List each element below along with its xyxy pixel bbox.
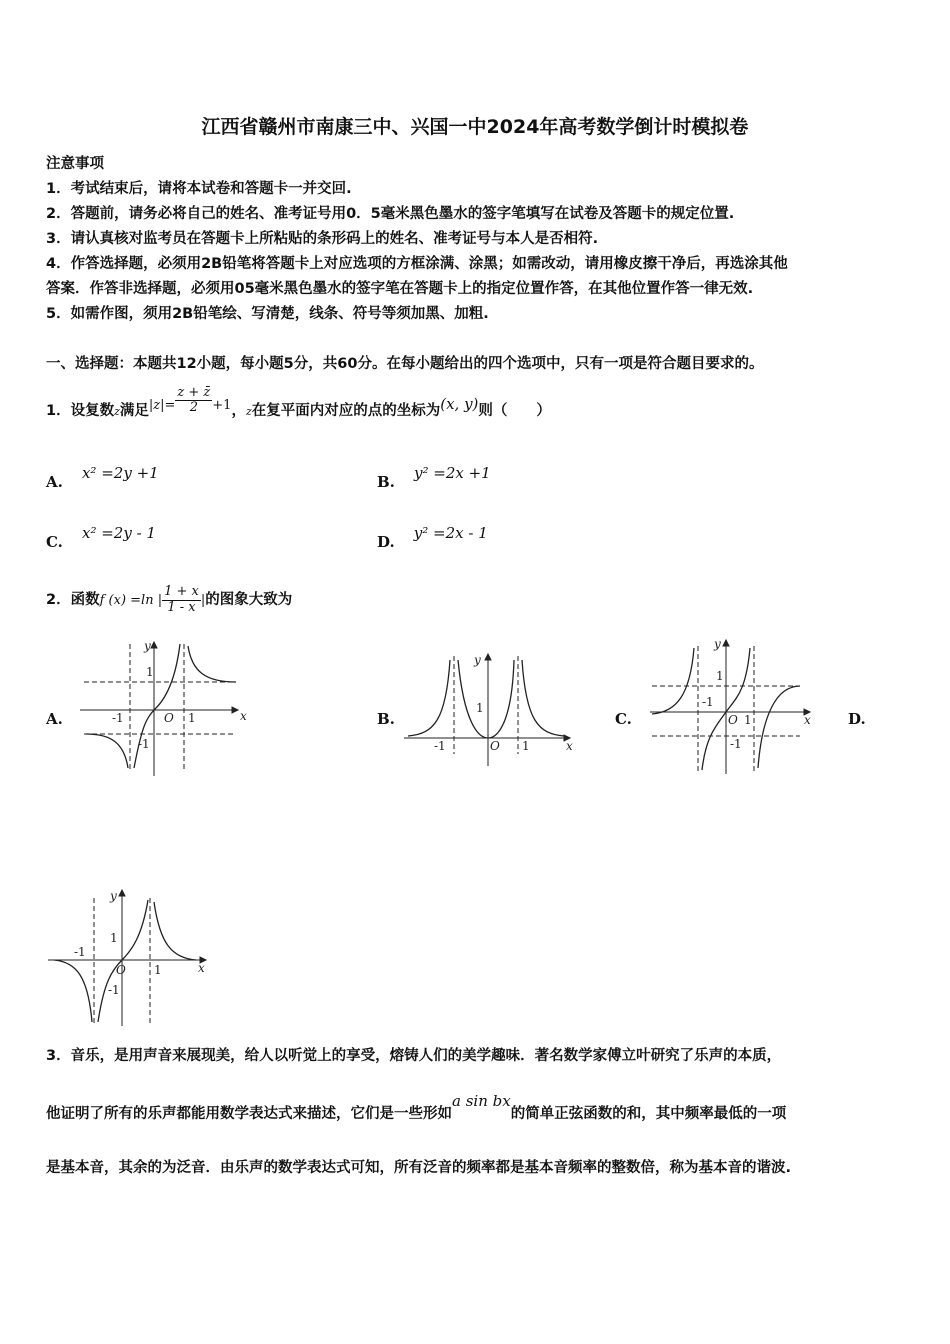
- label-o: O: [164, 711, 174, 725]
- label-1: 1: [744, 713, 752, 727]
- label-1: 1: [154, 963, 162, 977]
- q1-comma: ，: [231, 403, 246, 419]
- curve-middle: [458, 660, 514, 738]
- q1-option-b[interactable]: [377, 464, 491, 491]
- note-item: 1．考试结束后，请将本试卷和答题卡一并交回.: [46, 181, 352, 197]
- graph-b[interactable]: [404, 650, 584, 770]
- option-expr: x² =2y +1: [81, 464, 159, 482]
- q2-text-1: 2．函数: [46, 592, 100, 608]
- option-label: B.: [377, 473, 395, 491]
- q1-text-1: 1．设复数: [46, 403, 115, 419]
- label-1: 1: [522, 739, 530, 753]
- curve-middle: [98, 900, 148, 1022]
- question-2-stem: [46, 578, 292, 623]
- q3-line-2: [46, 1092, 787, 1129]
- q1-option-d[interactable]: [377, 524, 488, 551]
- label-neg1: -1: [112, 711, 124, 725]
- q1-plus: +1: [212, 398, 232, 413]
- q1-frac-den: 2: [189, 400, 198, 415]
- q3-text-a: 他证明了所有的乐声都能用数学表达式来描述，它们是一些形如: [46, 1106, 452, 1122]
- q1-frac-num: z + z̄: [177, 384, 211, 400]
- label-1: 1: [188, 711, 196, 725]
- curve-left: [54, 960, 92, 1022]
- note-item: 2．答题前，请务必将自己的姓名、准考证号用0．5毫米黑色墨水的签字笔填写在试卷及答题卡的规定位置.: [46, 206, 735, 222]
- label-y: y: [474, 653, 481, 667]
- q3-formula: a sin bx: [452, 1092, 511, 1110]
- q1-option-a[interactable]: [46, 464, 159, 491]
- label-neg1: -1: [434, 739, 446, 753]
- q2-option-b-label[interactable]: B.: [377, 710, 395, 728]
- x-arrow: [232, 707, 238, 713]
- graph-a[interactable]: [80, 636, 250, 776]
- label-neg1: -1: [74, 945, 86, 959]
- q1-z: z: [114, 405, 120, 418]
- label-x: x: [566, 739, 573, 753]
- curve-left: [86, 734, 128, 768]
- q2-bar: |: [200, 593, 206, 608]
- q1-eq: =: [164, 398, 176, 413]
- curve-right: [522, 660, 564, 736]
- y-arrow: [485, 654, 491, 660]
- page-title: 江西省赣州市南康三中、兴国一中2024年高考数学倒计时模拟卷: [201, 116, 749, 138]
- question-1-stem: [46, 382, 551, 434]
- y-arrow: [723, 640, 729, 646]
- q2-option-d-label[interactable]: D.: [848, 710, 866, 728]
- label-y: y: [144, 639, 151, 653]
- curve-left: [652, 648, 694, 714]
- label-o: O: [728, 713, 738, 727]
- graph-d[interactable]: [46, 886, 216, 1028]
- label-y: y: [714, 637, 721, 651]
- q3-line-3: 是基本音，其余的为泛音．由乐声的数学表达式可知，所有泛音的频率都是基本音频率的整数倍，称为基本音的谐波.: [46, 1160, 792, 1176]
- option-expr: y² =2x +1: [414, 464, 491, 482]
- label-x: x: [198, 961, 205, 975]
- label-o: O: [490, 739, 500, 753]
- q2-option-a-label[interactable]: A.: [46, 710, 63, 728]
- note-item: 3．请认真核对监考员在答题卡上所粘贴的条形码上的姓名、准考证号与本人是否相符.: [46, 231, 599, 247]
- q1-text-3: 在复平面内对应的点的坐标为: [251, 403, 441, 419]
- curve-left: [408, 660, 450, 736]
- label-x: x: [240, 709, 247, 723]
- q1-z2: z: [245, 405, 252, 418]
- note-item: 答案．作答非选择题，必须用05毫米黑色墨水的签字笔在答题卡上的指定位置作答，在其他位置作答一律无效.: [46, 281, 754, 297]
- q2-fraction: [162, 585, 201, 615]
- q3-text-b: 的简单正弦函数的和，其中频率最低的一项: [510, 1106, 787, 1122]
- label-neg1: -1: [730, 737, 742, 751]
- option-label: C.: [46, 533, 63, 551]
- notes-heading: 注意事项: [46, 156, 104, 172]
- option-expr: x² =2y - 1: [82, 524, 156, 542]
- label-o: O: [116, 963, 126, 977]
- y-arrow: [151, 642, 157, 648]
- label-x: x: [804, 713, 811, 727]
- section-heading: 一、选择题：本题共12小题，每小题5分，共60分。在每小题给出的四个选项中，只有一项是符合题目要求的。: [46, 356, 764, 372]
- q3-line-1: 3．音乐，是用声音来展现美，给人以听觉上的享受，熔铸人们的美学趣味．著名数学家傅立叶研究了乐声的本质，: [46, 1048, 782, 1064]
- graph-c[interactable]: [650, 636, 820, 776]
- note-item: 4．作答选择题，必须用2B铅笔将答题卡上对应选项的方框涂满、涂黑；如需改动，请用橡皮擦干净后，再选涂其他: [46, 256, 788, 272]
- q1-abs: |z|: [148, 398, 165, 413]
- label-neg1: -1: [108, 983, 120, 997]
- label-y: y: [110, 889, 117, 903]
- q1-text-2: 满足: [119, 403, 149, 419]
- q2-fx: f (x) =ln |: [99, 593, 163, 608]
- label-neg1: -1: [702, 695, 714, 709]
- label-1: 1: [716, 669, 724, 683]
- q1-xy: (x, y): [440, 395, 479, 413]
- q1-option-c[interactable]: [46, 524, 156, 551]
- label-neg1: -1: [138, 737, 150, 751]
- q2-text-2: 的图象大致为: [205, 592, 293, 608]
- label-1: 1: [146, 665, 154, 679]
- curve-right: [758, 686, 800, 768]
- q1-text-4: 则（ ）: [478, 403, 551, 419]
- curve-right: [188, 646, 236, 682]
- y-arrow: [119, 890, 125, 896]
- option-label: A.: [46, 473, 63, 491]
- note-item: 5．如需作图，须用2B铅笔绘、写清楚，线条、符号等须加黑、加粗.: [46, 306, 489, 322]
- option-label: D.: [377, 533, 395, 551]
- curve-right: [154, 902, 196, 960]
- q2-frac-num: 1 + x: [164, 584, 199, 600]
- q2-frac-den: 1 - x: [167, 599, 196, 615]
- label-1: 1: [476, 701, 484, 715]
- option-expr: y² =2x - 1: [413, 524, 488, 542]
- q2-option-c-label[interactable]: C.: [615, 710, 632, 728]
- q1-fraction: [175, 386, 212, 416]
- label-1: 1: [110, 931, 118, 945]
